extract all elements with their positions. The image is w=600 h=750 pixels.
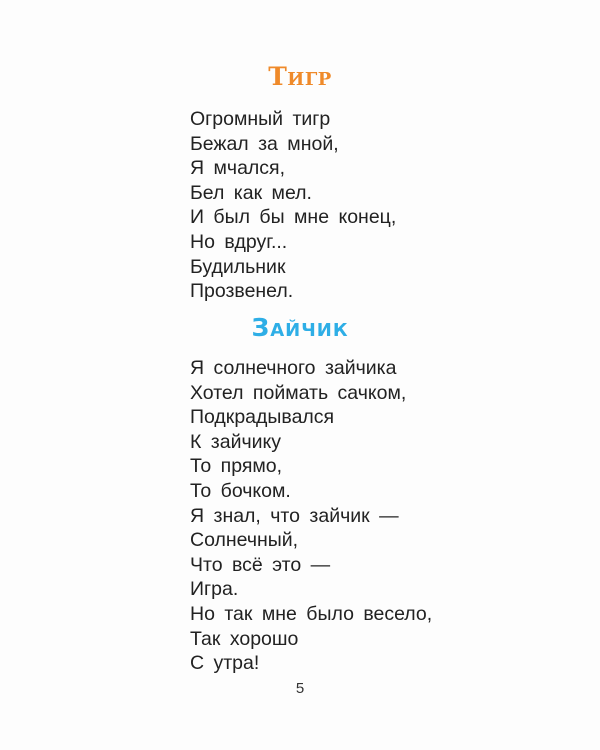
poem-line: Я мчался, (190, 157, 286, 180)
poem-line: Подкрадывался (190, 406, 335, 429)
poem-line: Что всё это — (190, 553, 331, 576)
poem-line: Так хорошо (190, 627, 299, 650)
poem-line: Я солнечного зайчика (190, 357, 397, 379)
poem-line: Я знал, что зайчик — (190, 504, 399, 527)
poem-line: Бел как мел. (190, 181, 312, 204)
poem-line: Игра. (190, 578, 239, 601)
page-number: 5 (295, 680, 305, 697)
poem-line: Будильник (190, 255, 286, 278)
poem-line: То бочком. (190, 479, 291, 502)
poem-line: Но так мне было весело, (190, 602, 433, 625)
poem-line: То прямо, (190, 455, 283, 478)
poem-line: Но вдруг... (190, 230, 288, 253)
poem-text-tigr (190, 107, 396, 304)
poem-line: К зайчику (190, 430, 282, 453)
poem-line: Хотел поймать сачком, (190, 381, 407, 404)
poem-title-zaichik: Зайчик (251, 313, 349, 342)
poem-line: Солнечный, (190, 529, 299, 552)
poem-line: Прозвенел. (190, 280, 294, 303)
poem-text-zaichik (190, 356, 432, 676)
poem-line: С утра! (190, 652, 260, 675)
poem-line: И был бы мне конец, (190, 206, 397, 229)
poem-line: Огромный тигр (190, 108, 331, 130)
poem-line: Бежал за мной, (190, 132, 339, 155)
poem-title-tigr: Тигр (268, 62, 332, 91)
